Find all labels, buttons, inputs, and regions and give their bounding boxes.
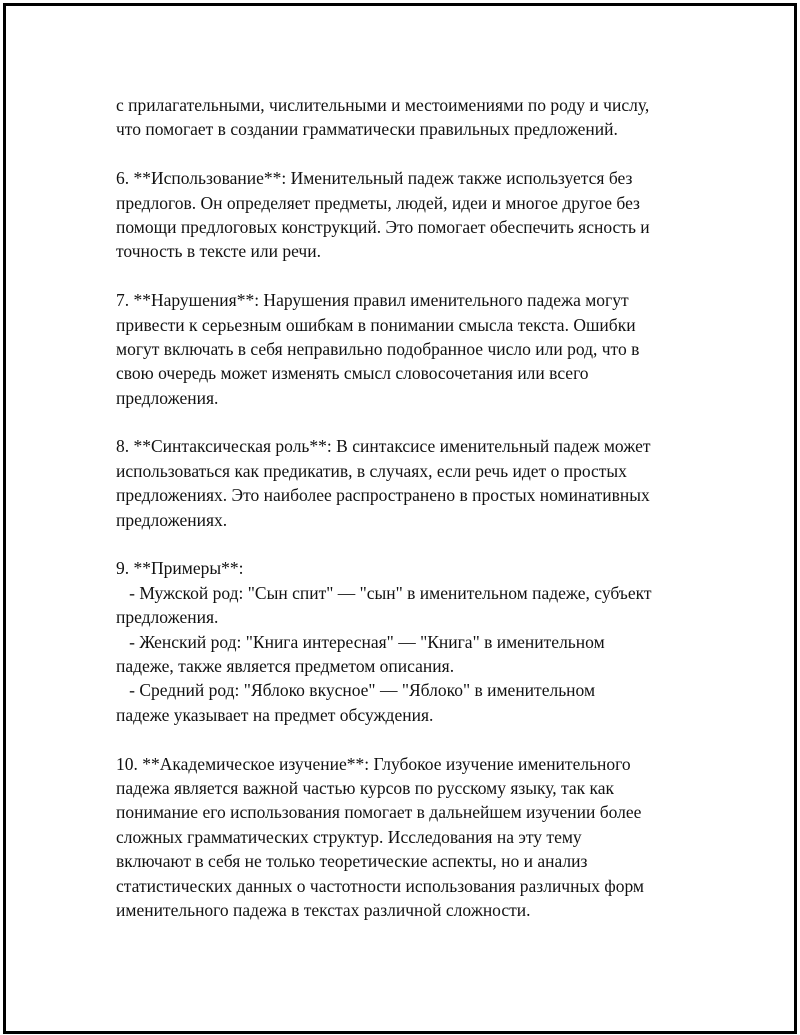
- paragraph-gap: [116, 532, 716, 556]
- text-line: предлогов. Он определяет предметы, людей, идеи и многое другое без: [116, 192, 640, 213]
- text-line: предложениях. Это наиболее распространено в простых номинативных: [116, 485, 650, 506]
- paragraph-gap: [116, 410, 716, 434]
- paragraph-gap: [116, 142, 716, 166]
- text-line: - Женский род: "Книга интересная" — "Книга" в именительном: [116, 631, 605, 652]
- paragraph-violations: [116, 288, 716, 410]
- text-line: падежа является важной частью курсов по русскому языку, так как: [116, 777, 615, 798]
- text-line: предложениях.: [116, 509, 228, 530]
- text-line: использоваться как предикатив, в случаях, если речь идет о простых: [116, 460, 627, 481]
- paragraph-usage: [116, 166, 716, 264]
- text-line: падеже указывает на предмет обсуждения.: [116, 704, 434, 725]
- text-line: статистических данных о частотности использования различных форм: [116, 875, 645, 896]
- text-line: падеже, также является предметом описания.: [116, 655, 455, 676]
- paragraph-examples: [116, 556, 716, 727]
- document-body: [116, 93, 716, 922]
- text-line: предложения.: [116, 387, 219, 408]
- text-line: понимание его использования помогает в дальнейшем изучении более: [116, 802, 642, 823]
- text-line: 8. **Синтаксическая роль**: В синтаксисе именительный падеж может: [116, 436, 651, 457]
- text-line: свою очередь может изменять смысл словосочетания или всего: [116, 363, 589, 384]
- text-line: могут включать в себя неправильно подобранное число или род, что в: [116, 338, 640, 359]
- text-line: сложных грамматических структур. Исследования на эту тему: [116, 826, 582, 847]
- text-line: именительного падежа в текстах различной сложности.: [116, 899, 531, 920]
- text-line: привести к серьезным ошибкам в понимании смысла текста. Ошибки: [116, 314, 636, 335]
- text-line: 6. **Использование**: Именительный падеж также используется без: [116, 168, 633, 189]
- text-line: точность в тексте или речи.: [116, 241, 321, 262]
- text-line: помощи предлоговых конструкций. Это помогает обеспечить ясность и: [116, 216, 650, 237]
- text-line: 9. **Примеры**:: [116, 558, 244, 579]
- text-line: 10. **Академическое изучение**: Глубокое изучение именительного: [116, 753, 631, 774]
- text-line: - Мужской род: "Сын спит" — "сын" в именительном падеже, субъект: [116, 582, 652, 603]
- text-line: включают в себя не только теоретические аспекты, но и анализ: [116, 851, 588, 872]
- text-line: что помогает в создании грамматически правильных предложений.: [116, 119, 618, 140]
- paragraph-syntactic-role: [116, 434, 716, 532]
- text-line: - Средний род: "Яблоко вкусное" — "Яблоко" в именительном: [116, 680, 596, 701]
- text-line: 7. **Нарушения**: Нарушения правил именительного падежа могут: [116, 290, 629, 311]
- text-line: с прилагательными, числительными и местоимениями по роду и числу,: [116, 95, 650, 115]
- paragraph-academic-study: [116, 752, 716, 923]
- paragraph-gap: [116, 264, 716, 288]
- paragraph-gap: [116, 727, 716, 751]
- paragraph-continuation: [116, 93, 716, 142]
- text-line: предложения.: [116, 607, 219, 628]
